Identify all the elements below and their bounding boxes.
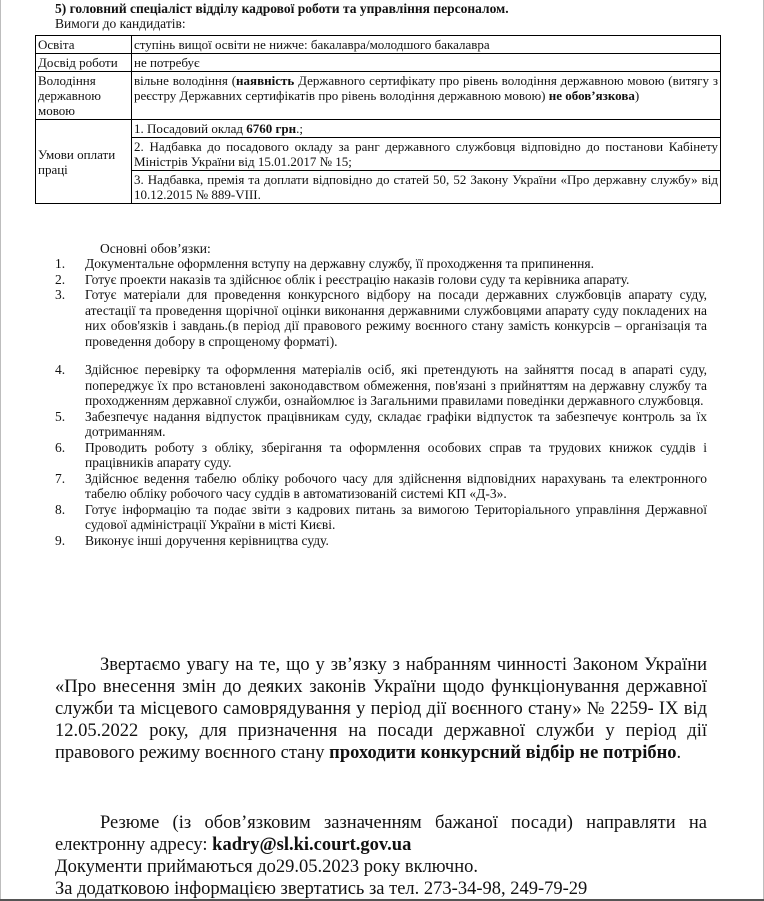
item-number: 5. (55, 408, 66, 424)
item-text: Забезпечує надання відпусток працівникам суду, складає графіки відпусток та забезпечує контроль за їх дотриманням. (85, 408, 707, 439)
rank-bonus-line: 2. Надбавка до посадового окладу за ранг державного службовця відповідно до постанови Кабінету Міністрів України від 15.01.2017 № 15; (134, 139, 718, 169)
language-text-part: ) (634, 88, 640, 103)
resume-text: Резюме (із обов’язковим зазначенням бажаної посади) направляти на електронну адресу: (55, 813, 707, 855)
list-item (55, 287, 707, 349)
language-text-part: Державного сертифікату про рівень володіння державною мовою (витягу з реєстру Державних сертифікатів про рівень володіння державною мовою) (134, 73, 719, 103)
war-time-notice (55, 654, 707, 764)
list-item (55, 362, 707, 409)
item-text: Готує матеріали для проведення конкурсного відбору на посади державних службовців апарату суду, атестації та проведення щорічної оцінки виконання державними службовцями апарату суду покладених на них обов'язків і завдань.(в період дії правового режиму воєнного стану замість конкурсів – організація та проведення добору в спрощеному форматі). (85, 287, 707, 349)
item-number: 8. (55, 501, 66, 517)
table-row (36, 72, 721, 120)
item-text: Проводить роботу з обліку, зберігання та оформлення особових справ та трудових книжок суддів і працівників апарату суду. (85, 439, 707, 470)
item-number: 2. (55, 271, 66, 287)
duties-title: Основні обов’язки: (100, 241, 211, 256)
item-text: Здійснює ведення табелю обліку робочого часу для здійснення відповідних нарахувань та електронного табелю обліку робочого часу суддів в автоматизованій системі КП «Д-3». (85, 470, 707, 501)
email-address[interactable]: kadry@sl.ki.court.gov.ua (212, 835, 412, 855)
item-number: 3. (55, 287, 66, 302)
item-text: Документальне оформлення вступу на державну службу, її проходження та припинення. (85, 256, 594, 271)
language-bold-part: не обов’язкова (548, 88, 635, 103)
requirement-value (132, 72, 721, 120)
requirement-value: не потребує (132, 54, 721, 72)
item-text: Готує проекти наказів та здійснює облік і реєстрацію наказів голови суду та керівника апарату. (85, 271, 630, 287)
list-item (55, 471, 707, 502)
notice-end: . (676, 743, 682, 763)
deadline-text: Документи приймаються до29.05.2023 року включно. (55, 857, 479, 877)
list-item (55, 440, 707, 471)
list-item (55, 256, 707, 272)
item-number: 4. (55, 362, 66, 377)
item-text: Здійснює перевірку та оформлення матеріалів осіб, які претендують на зайняття посад в апараті суду, попереджує їх про встановлені законодавством обмеження, пов'язані з прийняттям на державну службу та проходженням державної служби, ознайомлює із Загальними правилами поведінки державного службовця. (85, 362, 707, 408)
position-heading: 5) головний спеціаліст відділу кадрової роботи та управління персоналом. (55, 1, 509, 16)
salary-text: 1. Посадовий оклад (134, 121, 247, 136)
requirement-label: Володіння державною мовою (36, 72, 132, 120)
language-bold-part: наявність (236, 73, 295, 88)
salary-line (132, 120, 720, 138)
item-text: Готує інформацію та подає звіти з кадрових питань за вимогою Територіального управління Державної судової адміністрації України в місті Києві. (85, 501, 707, 532)
requirements-subheading: Вимоги до кандидатів: (55, 16, 186, 31)
table-row (36, 36, 721, 54)
list-item (55, 409, 707, 440)
page-border-left (0, 0, 1, 901)
item-text: Виконує інші доручення керівництва суду. (85, 532, 329, 548)
notice-text: Звертаємо увагу на те, що у зв’язку з набранням чинності Законом України «Про внесення змін до деяких законів України щодо функціонування державної служби та місцевого самоврядування у період дії воєнного стану» № 2259- IX від 12.05.2022 року, для призначення на посади державної служби у період дії правового режиму воєнного стану (55, 655, 707, 763)
language-text-part: вільне володіння ( (134, 73, 237, 88)
item-number: 9. (55, 532, 66, 548)
item-number: 1. (55, 256, 66, 271)
contact-phones: За додатковою інформацією звертатись за тел. 273-34-98, 249-79-29 (55, 879, 588, 899)
table-row (36, 120, 721, 204)
bonus-line: 3. Надбавка, премія та доплати відповідно до статей 50, 52 Закону України «Про державну службу» від 10.12.2015 № 889-VIII. (134, 172, 718, 202)
salary-amount: 6760 грн (246, 121, 297, 136)
item-number: 6. (55, 439, 66, 455)
resume-instructions (55, 812, 707, 856)
duties-list (55, 256, 707, 548)
list-item (55, 533, 707, 549)
notice-bold-text: проходити конкурсний відбір не потрібно (329, 743, 677, 763)
requirement-label: Освіта (36, 36, 132, 54)
requirement-value (132, 120, 721, 204)
item-number: 7. (55, 470, 66, 486)
requirement-label: Умови оплати праці (36, 120, 132, 204)
table-row (36, 54, 721, 72)
list-item (55, 272, 707, 288)
requirement-label: Досвід роботи (36, 54, 132, 72)
list-item (55, 502, 707, 533)
salary-text: .; (296, 121, 304, 136)
requirement-value: ступінь вищої освіти не нижче: бакалавра/молодшого бакалавра (132, 36, 721, 54)
requirements-table (35, 35, 721, 204)
